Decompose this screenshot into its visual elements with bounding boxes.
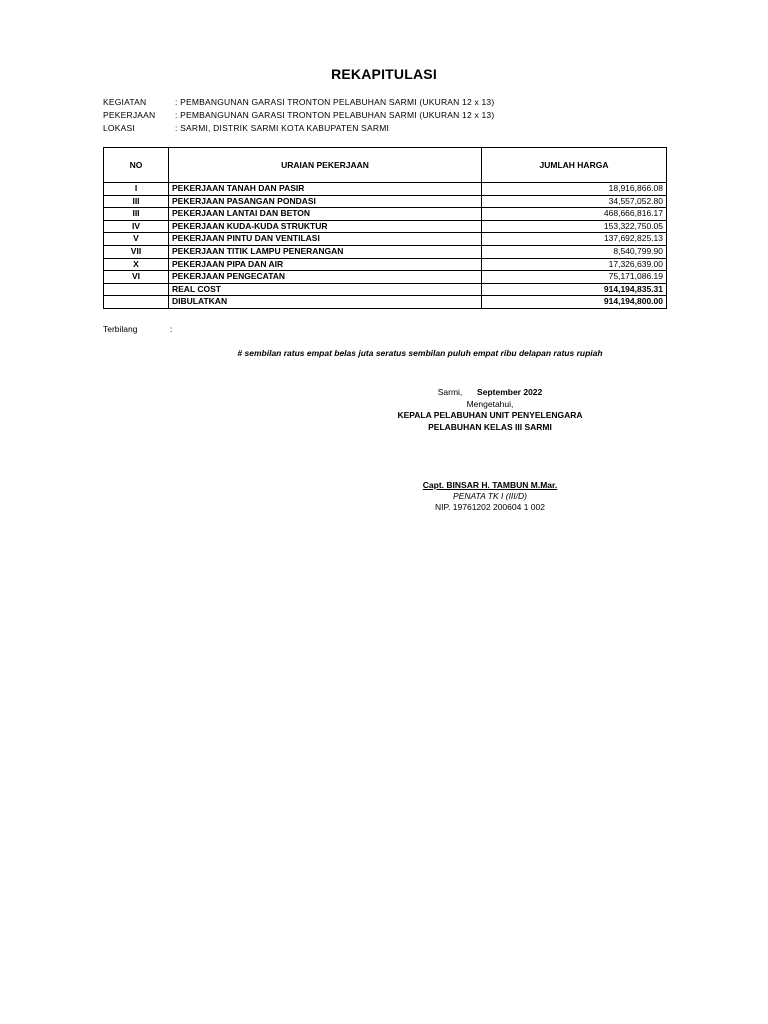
signature-place: Sarmi, (437, 387, 463, 397)
real-cost-row (104, 283, 667, 296)
meta-pekerjaan (103, 110, 494, 120)
row-no: I (104, 183, 169, 196)
table-row (104, 245, 667, 258)
row-amount: 153,322,750.05 (482, 220, 667, 233)
meta-label: KEGIATAN (103, 97, 147, 107)
table-row (104, 183, 667, 196)
row-amount: 137,692,825.13 (482, 233, 667, 246)
signature-position-line1: KEPALA PELABUHAN UNIT PENYELENGARA (397, 410, 583, 420)
rounded-row (104, 296, 667, 309)
meta-label: LOKASI (103, 123, 135, 133)
row-no: III (104, 208, 169, 221)
row-amount: 18,916,866.08 (482, 183, 667, 196)
row-no: IV (104, 220, 169, 233)
page-title: REKAPITULASI (331, 66, 437, 82)
row-desc: PEKERJAAN TANAH DAN PASIR (169, 183, 482, 196)
signature-position-line2: PELABUHAN KELAS III SARMI (428, 422, 552, 432)
row-amount: 75,171,086.19 (482, 271, 667, 284)
empty-cell (104, 296, 169, 309)
row-no: III (104, 195, 169, 208)
row-desc: PEKERJAAN PENGECATAN (169, 271, 482, 284)
table-row (104, 195, 667, 208)
row-no: V (104, 233, 169, 246)
meta-value: : PEMBANGUNAN GARASI TRONTON PELABUHAN SARMI (UKURAN 12 x 13) (175, 97, 495, 107)
signature-acknowledged: Mengetahui, (466, 399, 514, 409)
row-desc: PEKERJAAN LANTAI DAN BETON (169, 208, 482, 221)
header-jumlah: JUMLAH HARGA (482, 148, 667, 183)
recap-table (103, 147, 667, 309)
meta-lokasi (103, 123, 389, 133)
row-amount: 468,666,816.17 (482, 208, 667, 221)
header-uraian: URAIAN PEKERJAAN (169, 148, 482, 183)
real-cost-amount: 914,194,835.31 (482, 283, 667, 296)
terbilang-colon: : (170, 324, 173, 334)
signatory-nip: NIP. 19761202 200604 1 002 (435, 502, 545, 512)
table-row (104, 233, 667, 246)
meta-value: : SARMI, DISTRIK SARMI KOTA KABUPATEN SARMI (175, 123, 390, 133)
table-row (104, 220, 667, 233)
meta-kegiatan (103, 97, 494, 107)
meta-label: PEKERJAAN (103, 110, 156, 120)
row-desc: PEKERJAAN PINTU DAN VENTILASI (169, 233, 482, 246)
terbilang-label: Terbilang (103, 324, 138, 334)
header-no: NO (104, 148, 169, 183)
signatory-name: Capt. BINSAR H. TAMBUN M.Mar. (422, 480, 558, 490)
row-desc: PEKERJAAN TITIK LAMPU PENERANGAN (169, 245, 482, 258)
empty-cell (104, 283, 169, 296)
terbilang-text: # sembilan ratus empat belas juta seratus sembilan puluh empat ribu delapan ratus rupiah (237, 348, 603, 358)
row-no: VI (104, 271, 169, 284)
row-no: X (104, 258, 169, 271)
signatory-rank: PENATA TK I (III/D) (453, 491, 527, 501)
meta-value: : PEMBANGUNAN GARASI TRONTON PELABUHAN SARMI (UKURAN 12 x 13) (175, 110, 495, 120)
table-row (104, 258, 667, 271)
real-cost-label: REAL COST (169, 283, 482, 296)
signature-date-line (300, 387, 680, 397)
row-amount: 8,540,799.90 (482, 245, 667, 258)
table-row (104, 271, 667, 284)
row-amount: 17,326,639.00 (482, 258, 667, 271)
row-no: VII (104, 245, 169, 258)
rounded-amount: 914,194,800.00 (482, 296, 667, 309)
row-desc: PEKERJAAN PIPA DAN AIR (169, 258, 482, 271)
row-desc: PEKERJAAN PASANGAN PONDASI (169, 195, 482, 208)
rounded-label: DIBULATKAN (169, 296, 482, 309)
table-row (104, 208, 667, 221)
table-header-row (104, 148, 667, 183)
signature-date: September 2022 (477, 387, 543, 397)
row-desc: PEKERJAAN KUDA-KUDA STRUKTUR (169, 220, 482, 233)
row-amount: 34,557,052.80 (482, 195, 667, 208)
